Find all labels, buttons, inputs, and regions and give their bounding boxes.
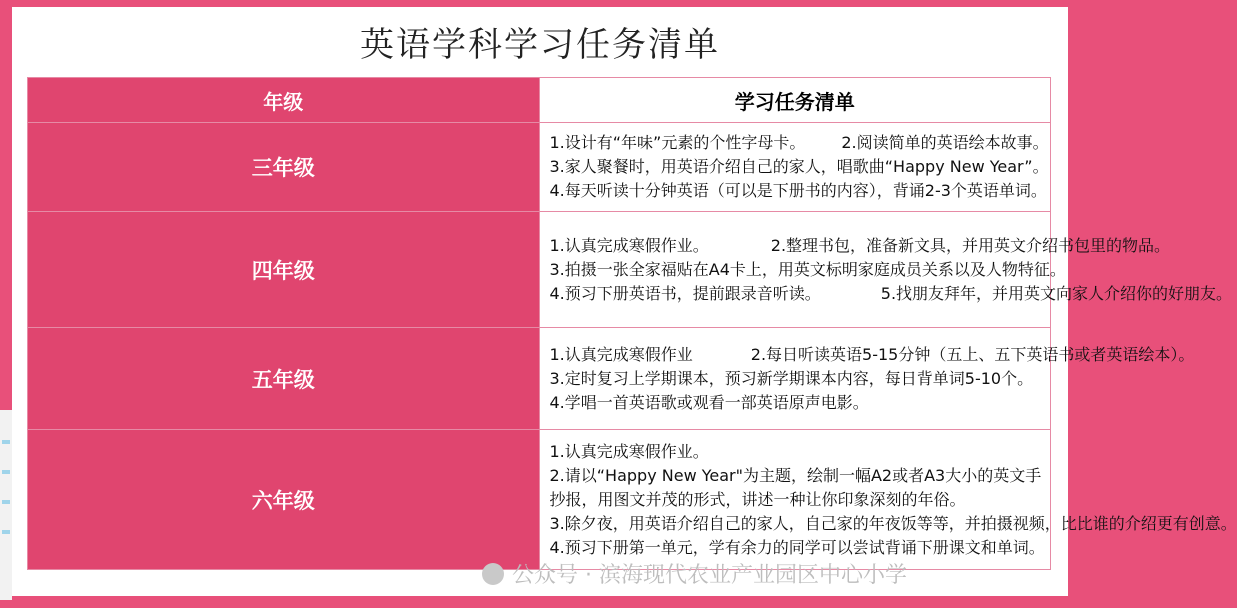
task-line	[549, 131, 1049, 155]
task-item: 1.认真完成寒假作业	[549, 344, 693, 364]
task-item: 4.学唱一首英语歌或观看一部英语原声电影。	[549, 392, 869, 412]
task-item: 3.定时复习上学期课本，预习新学期课本内容，每日背单词5-10个。	[549, 368, 1034, 388]
task-list	[539, 328, 1195, 430]
task-item: 5.找朋友拜年，并用英文向家人介绍你的好朋友。	[880, 283, 1233, 303]
header-grade: 年级	[28, 78, 540, 123]
wechat-icon	[482, 563, 504, 585]
task-line	[549, 512, 1237, 536]
task-item: 4.预习下册英语书，提前跟录音听读。	[549, 283, 821, 303]
grade-label: 五年级	[28, 328, 540, 430]
task-item: 2.整理书包，准备新文具，并用英文介绍书包里的物品。	[770, 235, 1171, 255]
task-item: 2.请以“Happy New Year"为主题，绘制一幅A2或者A3大小的英文手抄报，用图文并茂的形式，讲述一种让你印象深刻的年俗。	[549, 465, 1042, 509]
task-line	[549, 282, 1233, 306]
task-item: 1.认真完成寒假作业。	[549, 235, 709, 255]
task-line	[550, 464, 1043, 512]
task-list	[539, 212, 1233, 328]
page-title: 英语学科学习任务清单	[360, 25, 720, 65]
task-item: 4.预习下册第一单元，学有余力的同学可以尝试背诵下册课文和单词。	[549, 537, 1045, 557]
task-table	[27, 77, 1237, 570]
slide	[12, 7, 1237, 596]
task-line	[549, 234, 1171, 258]
grade-label: 六年级	[28, 430, 540, 570]
task-line	[549, 258, 1066, 282]
header-tasks: 学习任务清单	[539, 78, 1051, 123]
left-decoration	[0, 410, 12, 600]
task-line	[550, 367, 1043, 391]
table-row	[28, 123, 1051, 212]
task-line	[549, 343, 1195, 367]
grade-label: 四年级	[28, 212, 540, 328]
task-item: 4.每天听读十分钟英语（可以是下册书的内容），背诵2-3个英语单词。	[549, 181, 1047, 200]
task-item: 1.认真完成寒假作业。	[549, 441, 709, 461]
watermark-text: 公众号 · 滨海现代农业产业园区中心小学	[512, 563, 907, 588]
grade-label: 三年级	[28, 123, 540, 212]
task-line	[549, 179, 1047, 203]
task-item: 2.阅读简单的英语绘本故事。	[841, 133, 1049, 152]
task-item: 1.设计有“年味”元素的个性字母卡。	[549, 133, 806, 152]
watermark	[482, 558, 907, 589]
task-list	[539, 123, 1051, 212]
task-line	[550, 440, 1043, 464]
task-item: 3.家人聚餐时，用英语介绍自己的家人，唱歌曲“Happy New Year”。	[549, 157, 1049, 176]
task-line	[550, 391, 1043, 415]
task-line	[550, 536, 1043, 560]
table-row	[28, 430, 1051, 570]
task-item: 3.拍摄一张全家福贴在A4卡上，用英文标明家庭成员关系以及人物特征。	[549, 259, 1066, 279]
table-row	[28, 212, 1051, 328]
table-header-row	[28, 78, 1051, 123]
task-item: 2.每日听读英语5-15分钟（五上、五下英语书或者英语绘本）。	[750, 344, 1195, 364]
task-item: 3.除夕夜，用英语介绍自己的家人，自己家的年夜饭等等，并拍摄视频，比比谁的介绍更有创意。	[549, 513, 1237, 533]
task-line	[549, 155, 1049, 179]
task-list	[539, 430, 1237, 570]
table-row	[28, 328, 1051, 430]
